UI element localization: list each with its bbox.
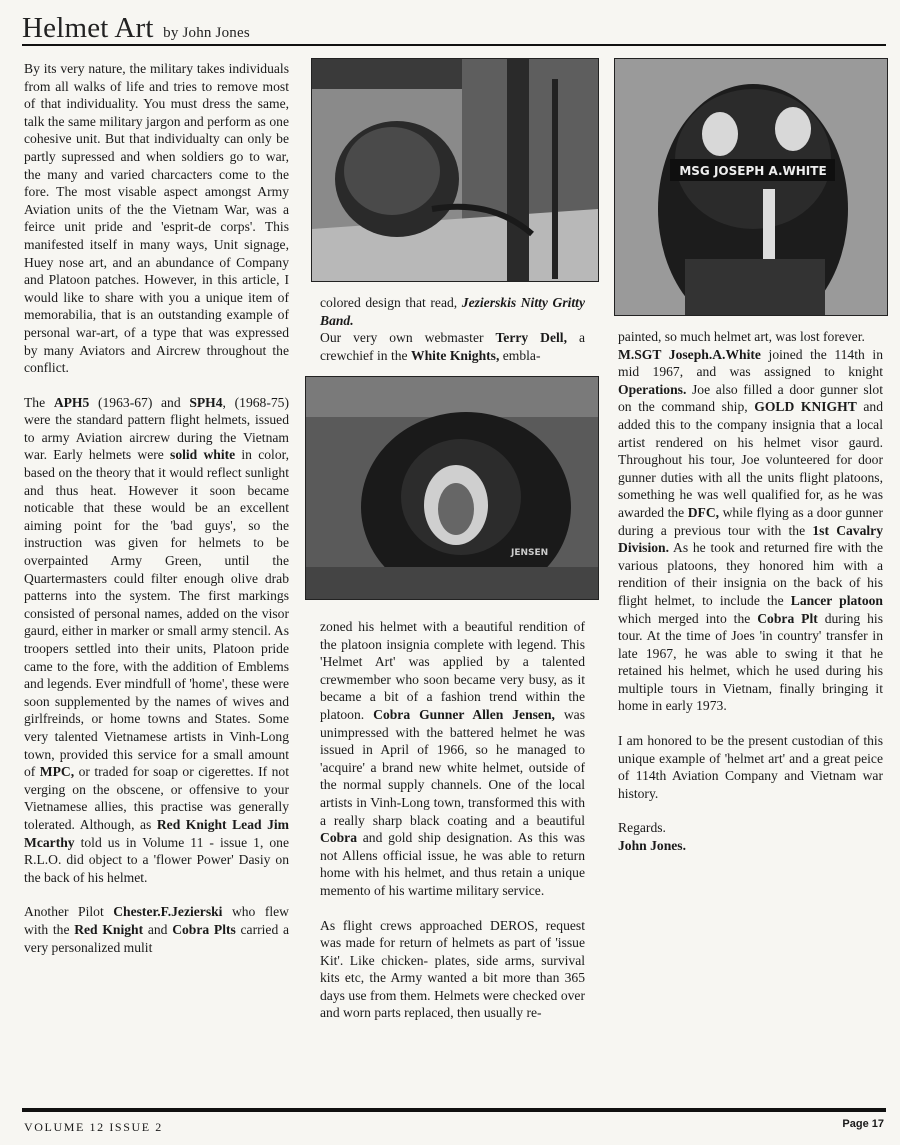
footer-rule	[22, 1108, 886, 1112]
column-2-lower	[320, 618, 585, 1022]
helmet-photo-white	[614, 58, 888, 316]
paragraph-helmets: The APH5 (1963-67) and SPH4, (1968-75) were the standard pattern flight helmets, issued to army Aviation aircrew during the Vietnam war. Early helmets were solid white in color, based on the theory that it would reflect sunlight and thus heat. However it soon became noticable that these would be an excellent aiming point for the 'bad guys', so the instruction was given for helmets to be overpainted Army Green, until the Quartermasters could filter enough olive drab patterns into the system. The first markings consisted of personal names, added on the visor gaurd, either in marker or small army stencil. As troopers settled into their units, Platoon pride came to the fore, with the addition of Emblems and legends. Ever mindfull of 'home', these were soon supplemented by the names of wives and girlfreinds, or home towns and States. Some very talented Vietnamese artists in Vinh-Long town, provided this service for a small amount of MPC, or traded for soap or cigerettes. If not verging on the obscene, or offensive to your Vietnamese allies, this practise was generally tolerated. Although, as Red Knight Lead Jim Mcarthy told us in Volume 11 - issue 1, one R.L.O. did object to a 'flower Power' Dasiy on the back of his helmet.	[24, 394, 289, 885]
helmet-photo-soldier	[311, 58, 599, 282]
helmet-photo-cobra	[305, 376, 599, 600]
helmet-name-text: MSG JOSEPH A.WHITE	[679, 164, 827, 178]
paragraph-intro: By its very nature, the military takes individuals from all walks of life and tries to remove most of that individuality. You must dress the same, talk the same military jargon and perform as one cohesive unit. But that individualty can only be partly supressed and when soldiers go to war, the many and varied charcacters come to the fore. The most visable aspect amongst Army Aviation units of the the Vietnam War, was a feirce unit pride and 'esprit-de corps'. This manifested itself in many ways, Unit signage, Huey nose art, and an abundance of Company and Platoon patches. However, in this article, I would like to share with you a unique item of memorabilia, that is an outstanding example of personal war-art, of a type that was expressed by many Aviators and Aircrew throughout the conflict.	[24, 61, 289, 376]
signoff: John Jones.	[618, 838, 686, 854]
paragraph-deros: As flight crews approached DEROS, request was made for return of helmets as part of 'issue Kit'. Like chicken- plates, side arms, survival kits etc, the Army wanted a bit more than 365 days use from them. Helmets were checked over and worn parts replaced, then usually re-	[320, 917, 585, 1021]
page-number: Page 17	[842, 1118, 884, 1130]
paragraph-lost: painted, so much helmet art, was lost forever.	[618, 329, 865, 344]
header-rule	[22, 44, 886, 46]
paragraph-jensen: zoned his helmet with a beautiful rendition of the platoon insignia complete with legend. This 'Helmet Art' was applied by a talented crewmember who soon became very busy, as it became a bit of a fashion trend within the platoon. Cobra Gunner Allen Jensen, was unimpressed with the battered helmet he was issued in April of 1966, so he managed to 'acquire' a brand new white helmet, outside of the normal supply channels. One of the local artists in Vinh-Long town, transformed this with a really sharp black coating and a beautiful Cobra and gold ship designation. As this was not Allens official issue, he was able to return home with his helmet, and thus retain a unique memento of his wartime military service.	[320, 619, 586, 898]
column-3	[618, 328, 883, 855]
paragraph-jezierski: Another Pilot Chester.F.Jezierski who flew with the Red Knight and Cobra Plts carried a very personalized mulit	[24, 904, 289, 955]
article-title	[22, 12, 250, 45]
paragraph-webmaster: Our very own webmaster Terry Dell, a crewchief in the White Knights, embla-	[320, 330, 585, 363]
article-header	[22, 10, 886, 46]
volume-issue: VOLUME 12 ISSUE 2	[24, 1120, 163, 1134]
paragraph-custodian: I am honored to be the present custodian of this unique example of 'helmet art' and a great peice of 114th Aviation Company and Vietnam war history.	[618, 733, 883, 801]
helmet-jensen-text: JENSEN	[511, 548, 549, 558]
byline: by John Jones	[163, 25, 250, 41]
title-text: Helmet Art	[22, 12, 154, 44]
paragraph-white: M.SGT Joseph.A.White joined the 114th in mid 1967, and was assigned to knight Operations. Joe also filled a door gunner slot on the command ship, GOLD KNIGHT and added this to the company insignia that a local artist rendered on his helmet visor gaurd. Throughout his tour, Joe volunteered for door gunner duties with all the units flight platoons, something he was well qualified for, as he was awarded the DFC, while flying as a door gunner during a previous tour with the 1st Cavalry Division. As he took and returned fire with the various platoons, they honored him with a rendition of their insignia on the back of his flight helmet, to include the Lancer platoon which merged into the Cobra Plt during his tour. At the time of Joes 'in country' transfer in late 1967, he was able to swing it that he retained his helmet, which he used during his multiple tours in Vietnam, finally bringing it home in early 1973.	[618, 346, 884, 714]
regards: Regards.	[618, 820, 666, 836]
column-1	[24, 60, 289, 956]
column-2-upper	[320, 294, 585, 364]
paragraph-band: colored design that read, Jezierskis Nitty Gritty Band.	[320, 295, 585, 328]
